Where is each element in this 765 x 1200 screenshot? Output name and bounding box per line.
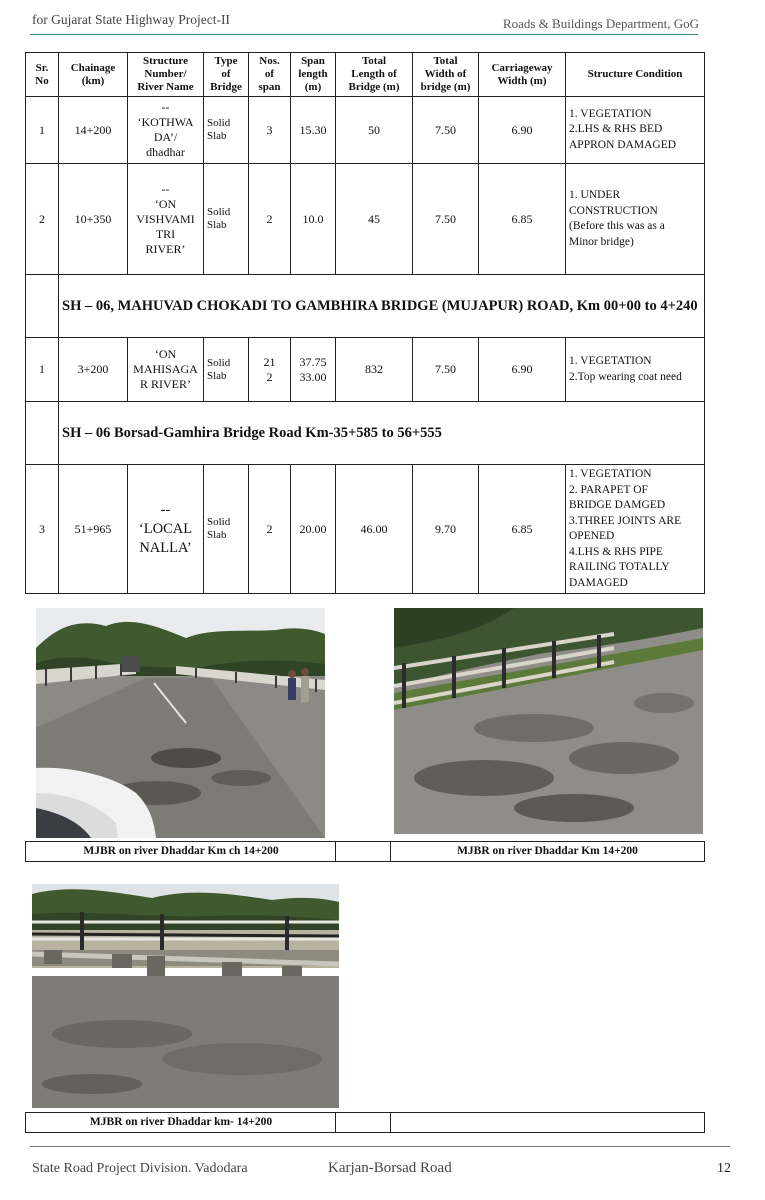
- cell-line: --: [161, 181, 170, 196]
- cell-line: bridge (m): [420, 81, 471, 93]
- caption-spacer: [335, 841, 392, 862]
- column-header: [204, 53, 249, 97]
- cell-chainage: 3+200: [59, 338, 128, 402]
- cell-line: VISHVAMI: [136, 211, 195, 226]
- cell-line: Slab: [207, 529, 227, 541]
- photo-caption-1: MJBR on river Dhaddar Km ch 14+200: [25, 841, 337, 862]
- cell-line: RIVER’: [145, 241, 186, 256]
- cell-line: 2: [266, 369, 273, 384]
- cell-spans: [249, 338, 291, 402]
- cell-span-length: 15.30: [291, 97, 336, 164]
- cell-line: Type: [214, 55, 238, 67]
- table-row: [26, 338, 705, 402]
- cell-spans: 2: [249, 465, 291, 594]
- cell-carriageway-width: 6.85: [479, 465, 566, 594]
- cell-line: NALLA’: [139, 539, 192, 556]
- cell-total-width: 9.70: [413, 465, 479, 594]
- cell-line: (m): [304, 81, 322, 93]
- cell-line: 1. VEGETATION: [569, 355, 652, 367]
- table-row: [26, 97, 705, 164]
- bridge-inventory-table: [25, 52, 705, 594]
- cell-line: DA’/: [153, 130, 178, 144]
- cell-line: 33.00: [299, 369, 327, 384]
- column-header: [413, 53, 479, 97]
- section-heading: SH – 06, MAHUVAD CHOKADI TO GAMBHIRA BRIDGE (MUJAPUR) ROAD, Km 00+00 to 4+240: [59, 275, 705, 338]
- cell-line: of: [264, 68, 275, 80]
- cell-line: 1. UNDER: [569, 189, 621, 201]
- cell-bridge-type: [204, 338, 249, 402]
- column-header: [566, 53, 705, 97]
- cell-line: 4.LHS & RHS PIPE: [569, 545, 663, 558]
- cell-line: Total: [361, 55, 387, 67]
- cell-line: 1. VEGETATION: [569, 468, 652, 480]
- cell-line: MAHISAGA: [133, 362, 198, 376]
- cell-line: 2.Top wearing coat need: [569, 370, 682, 383]
- section-row: [26, 402, 705, 465]
- cell-line: TRI: [155, 226, 176, 241]
- cell-line: Width (m): [497, 74, 547, 87]
- cell-line: 21: [263, 354, 276, 369]
- cell-line: --: [160, 501, 171, 518]
- cell-structure-name: [128, 465, 204, 594]
- cell-total-width: 7.50: [413, 164, 479, 275]
- footer-division: State Road Project Division. Vadodara: [32, 1161, 248, 1176]
- section-spacer-cell: [26, 275, 59, 338]
- footer-road-name: Karjan-Borsad Road: [328, 1160, 452, 1176]
- cell-total-length: 45: [336, 164, 413, 275]
- cell-line: Length of: [351, 68, 397, 80]
- cell-line: Number/: [144, 68, 187, 80]
- cell-line: Solid: [207, 516, 231, 528]
- cell-structure-name: [128, 164, 204, 275]
- cell-carriageway-width: 6.90: [479, 97, 566, 164]
- cell-line: 2.LHS & RHS BED: [569, 123, 663, 136]
- cell-line: ‘ON: [154, 196, 177, 211]
- cell-line: Total: [433, 55, 458, 67]
- cell-line: (Before this was as a: [569, 220, 665, 232]
- cell-bridge-type: [204, 164, 249, 275]
- caption-spacer: [335, 1112, 392, 1133]
- column-header: [128, 53, 204, 97]
- table-row: [26, 164, 705, 275]
- cell-line: BRIDGE DAMGED: [569, 499, 666, 511]
- cell-line: 3.THREE JOINTS ARE: [569, 514, 682, 527]
- cell-line: OPENED: [569, 530, 615, 542]
- cell-chainage: 10+350: [59, 164, 128, 275]
- cell-line: Solid: [207, 356, 231, 369]
- cell-line: No: [35, 74, 49, 87]
- column-header: [479, 53, 566, 97]
- cell-line: Solid: [207, 206, 231, 218]
- cell-structure-name: [128, 338, 204, 402]
- cell-line: Slab: [207, 130, 227, 142]
- cell-structure-condition: [566, 338, 705, 402]
- cell-line: 1. VEGETATION: [569, 107, 652, 120]
- cell-line: ‘LOCAL: [138, 520, 193, 537]
- column-header: [291, 53, 336, 97]
- cell-line: (km): [81, 74, 105, 87]
- cell-structure-condition: [566, 97, 705, 164]
- cell-line: APPRON DAMAGED: [569, 138, 677, 151]
- cell-structure-name: [128, 97, 204, 164]
- column-header: [26, 53, 59, 97]
- bridge-photo-deck-with-car: [36, 608, 325, 838]
- cell-chainage: 14+200: [59, 97, 128, 164]
- cell-line: span: [258, 81, 281, 93]
- cell-line: Bridge: [210, 81, 242, 93]
- cell-line: Bridge (m): [348, 81, 400, 93]
- cell-line: Carriageway: [491, 61, 553, 74]
- cell-line: Chainage: [70, 61, 116, 74]
- page-number: 12: [717, 1161, 731, 1176]
- cell-line: Slab: [207, 219, 227, 231]
- header-rule: [30, 34, 698, 35]
- cell-chainage: 51+965: [59, 465, 128, 594]
- cell-span-length: 10.0: [291, 164, 336, 275]
- cell-line: Minor bridge): [569, 235, 634, 248]
- cell-total-length: 832: [336, 338, 413, 402]
- footer-rule: [30, 1146, 730, 1147]
- section-heading: SH – 06 Borsad-Gamhira Bridge Road Km-35+585 to 56+555: [59, 402, 705, 465]
- page-header-left: for Gujarat State Highway Project-II: [32, 12, 230, 27]
- cell-line: --: [161, 100, 170, 114]
- cell-bridge-type: [204, 97, 249, 164]
- cell-line: Solid: [207, 117, 231, 129]
- cell-line: Structure Condition: [587, 68, 683, 80]
- cell-line: Width of: [424, 68, 467, 80]
- cell-carriageway-width: 6.90: [479, 338, 566, 402]
- cell-spans: 2: [249, 164, 291, 275]
- cell-line: RAILING TOTALLY: [569, 561, 670, 573]
- cell-line: R RIVER’: [140, 377, 191, 391]
- cell-sr-no: 1: [26, 338, 59, 402]
- cell-line: 2. PARAPET OF: [569, 483, 648, 496]
- cell-span-length: 20.00: [291, 465, 336, 594]
- column-header: [249, 53, 291, 97]
- cell-total-length: 46.00: [336, 465, 413, 594]
- section-spacer-cell: [26, 402, 59, 465]
- photo-caption-2: MJBR on river Dhaddar Km 14+200: [390, 841, 705, 862]
- cell-line: ‘KOTHWA: [137, 115, 194, 129]
- cell-line: 37.75: [299, 354, 327, 369]
- cell-total-length: 50: [336, 97, 413, 164]
- section-row: [26, 275, 705, 338]
- cell-carriageway-width: 6.85: [479, 164, 566, 275]
- cell-line: Slab: [207, 369, 227, 382]
- cell-line: length: [298, 68, 328, 80]
- table-header-row: [26, 53, 705, 97]
- table-row: [26, 465, 705, 594]
- bridge-photo-damaged-surface: [394, 608, 703, 834]
- cell-line: River Name: [137, 81, 194, 93]
- cell-structure-condition: [566, 164, 705, 275]
- cell-line: of: [221, 68, 231, 80]
- caption-blank-cell: [390, 1112, 705, 1133]
- cell-line: DAMAGED: [569, 576, 628, 589]
- page-header-right: Roads & Buildings Department, GoG: [502, 16, 699, 31]
- photo-caption-3: MJBR on river Dhaddar km- 14+200: [25, 1112, 337, 1133]
- cell-total-width: 7.50: [413, 97, 479, 164]
- cell-spans: 3: [249, 97, 291, 164]
- cell-sr-no: 3: [26, 465, 59, 594]
- cell-structure-condition: [566, 465, 705, 594]
- cell-bridge-type: [204, 465, 249, 594]
- bridge-photo-river-view: [32, 884, 339, 1108]
- cell-line: Sr.: [35, 61, 49, 74]
- column-header: [336, 53, 413, 97]
- cell-line: ‘ON: [154, 347, 177, 361]
- cell-line: Span: [301, 55, 325, 67]
- cell-sr-no: 2: [26, 164, 59, 275]
- column-header: [59, 53, 128, 97]
- cell-line: dhadhar: [146, 145, 185, 159]
- cell-line: Structure: [142, 55, 188, 67]
- cell-sr-no: 1: [26, 97, 59, 164]
- cell-line: Nos.: [259, 55, 280, 67]
- cell-line: CONSTRUCTION: [569, 204, 658, 217]
- cell-span-length: [291, 338, 336, 402]
- cell-total-width: 7.50: [413, 338, 479, 402]
